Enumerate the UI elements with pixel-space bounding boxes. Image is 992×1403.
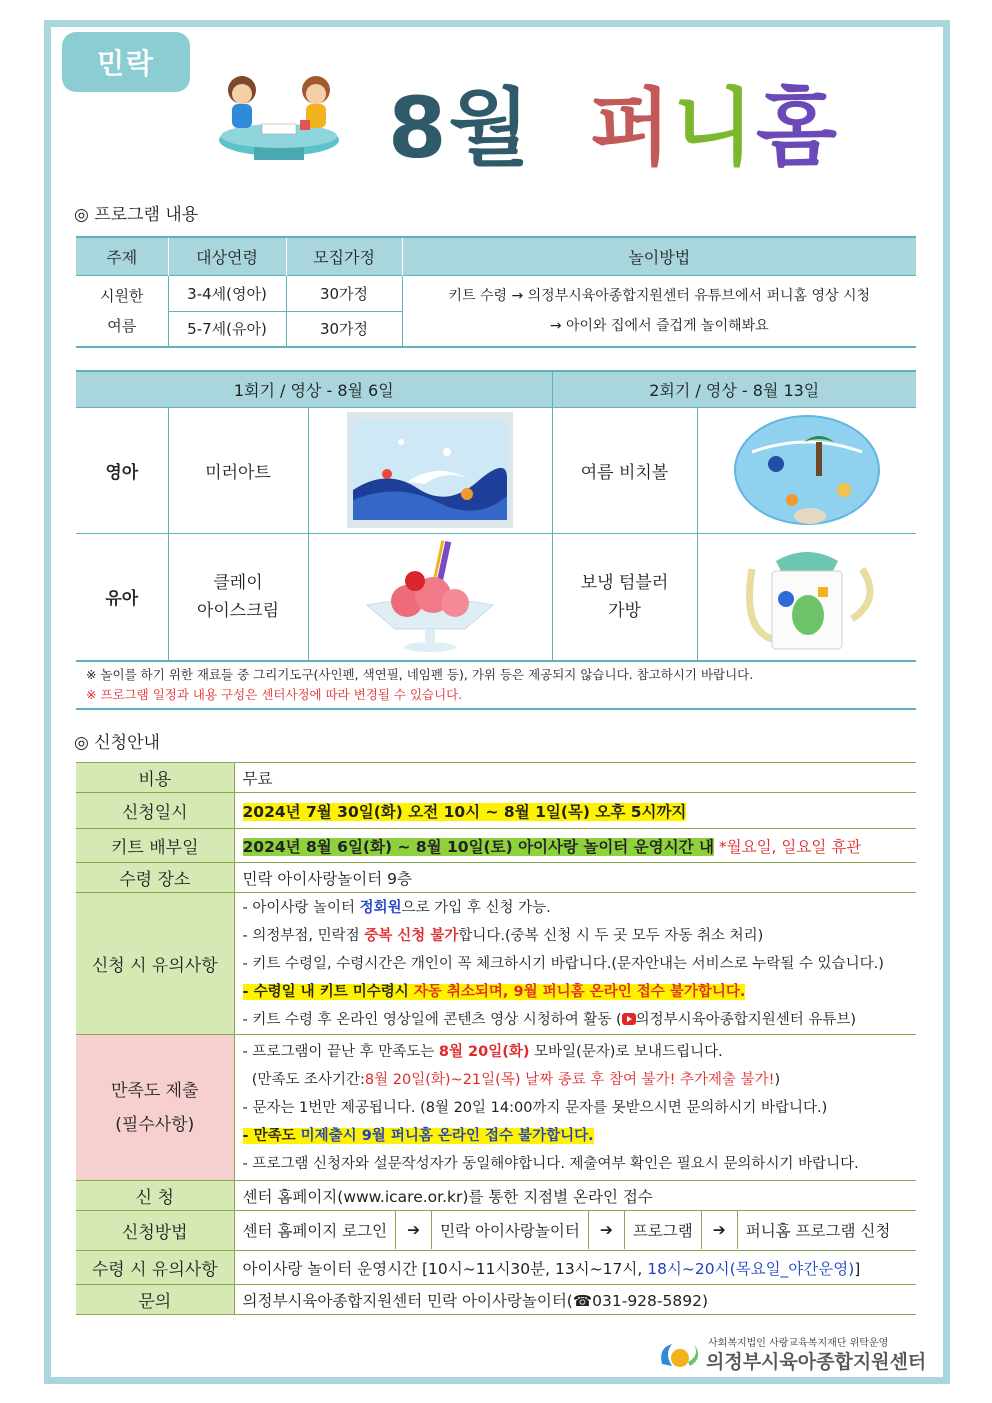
theme-cell bbox=[76, 275, 168, 347]
kit-label: 키트 배부일 bbox=[76, 829, 234, 863]
theme-line-1: 시원한 bbox=[100, 286, 144, 305]
date-value bbox=[234, 793, 916, 829]
step-1: 센터 홈페이지 로그인 bbox=[235, 1211, 397, 1249]
method-steps bbox=[234, 1211, 916, 1251]
logo-subtitle: 사회복지법인 사랑교육복지재단 위탁운영 bbox=[708, 1338, 889, 1349]
page-title bbox=[388, 66, 839, 176]
header-theme: 주제 bbox=[76, 237, 168, 275]
caution-label: 신청 시 유의사항 bbox=[76, 893, 234, 1035]
arrow-icon: ➔ bbox=[396, 1211, 432, 1249]
cost-value: 무료 bbox=[234, 763, 916, 793]
title-char-3: 홈 bbox=[755, 78, 840, 177]
cost-label: 비용 bbox=[76, 763, 234, 793]
caution-item-4: - 수령일 내 키트 미수령시 자동 취소되며, 9월 퍼니홈 온라인 접수 불가합니다. bbox=[242, 983, 746, 1000]
logo-mark-icon bbox=[656, 1334, 706, 1374]
caution-item-3: - 키트 수령일, 수령시간은 개인이 꼭 체크하시기 바랍니다.(문자안내는 서비스로 누락될 수 있습니다.) bbox=[242, 955, 884, 972]
mirror-art-image bbox=[308, 407, 552, 533]
contact-label: 문의 bbox=[76, 1285, 234, 1315]
receive-value: 아이사랑 놀이터 운영시간 [10시~11시30분, 13시~17시, 18시~20시(목요일_야간운영)] bbox=[234, 1251, 916, 1285]
tumbler-bag-image bbox=[697, 533, 916, 661]
step-4: 퍼니홈 프로그램 신청 bbox=[745, 1222, 891, 1240]
caution-list bbox=[234, 893, 916, 1035]
toddler-activity-2-line-1: 보냉 텀블러 bbox=[580, 572, 669, 593]
header-count: 모집가정 bbox=[286, 237, 402, 275]
survey-item-4: - 만족도 미제출시 9월 퍼니홈 온라인 접수 불가합니다. bbox=[242, 1127, 594, 1144]
notes bbox=[76, 662, 916, 710]
age-cell: 3-4세(영아) bbox=[168, 275, 286, 311]
center-logo bbox=[656, 1334, 927, 1374]
survey-list bbox=[234, 1035, 916, 1181]
title-month: 8월 bbox=[388, 78, 532, 177]
youtube-icon bbox=[622, 1013, 636, 1025]
header-method: 놀이방법 bbox=[402, 237, 916, 275]
session-2-header: 2회기 / 영상 - 8월 13일 bbox=[552, 371, 916, 407]
kit-value bbox=[234, 829, 916, 863]
note-2: ※ 프로그램 일정과 내용 구성은 센터사정에 따라 변경될 수 있습니다. bbox=[86, 687, 463, 702]
toddler-label: 유아 bbox=[76, 533, 168, 661]
program-heading: ◎ 프로그램 내용 bbox=[74, 205, 199, 225]
method-line-2: → 아이와 집에서 즐겁게 놀이해봐요 bbox=[549, 317, 769, 334]
session-table bbox=[76, 370, 916, 662]
apply-label: 신 청 bbox=[76, 1181, 234, 1211]
apply-value: 센터 홈페이지(www.icare.or.kr)를 통한 지점별 온라인 접수 bbox=[234, 1181, 916, 1211]
caution-item-1: - 아이사랑 놀이터 정회원으로 가입 후 신청 가능. bbox=[242, 899, 551, 916]
method-line-1: 키트 수령 → 의정부시육아종합지원센터 유튜브에서 퍼니홈 영상 시청 bbox=[448, 287, 871, 304]
program-table bbox=[76, 236, 916, 348]
receive-label: 수령 시 유의사항 bbox=[76, 1251, 234, 1285]
survey-label bbox=[76, 1035, 234, 1181]
survey-label-line-1: 만족도 제출 bbox=[110, 1080, 199, 1101]
caution-item-5: - 키트 수령 후 온라인 영상일에 콘텐츠 영상 시청하여 활동 ( 의정부시육아종합지원센터 유튜브) bbox=[242, 1011, 857, 1028]
caution-item-2: - 의정부점, 민락점 중복 신청 불가합니다.(중복 신청 시 두 곳 모두 자동 취소 처리) bbox=[242, 927, 764, 944]
toddler-activity-2 bbox=[552, 533, 697, 661]
date-label: 신청일시 bbox=[76, 793, 234, 829]
theme-line-2: 여름 bbox=[107, 316, 137, 335]
kit-note: *월요일, 일요일 휴관 bbox=[718, 837, 862, 856]
method-label: 신청방법 bbox=[76, 1211, 234, 1251]
logo-title: 의정부시육아종합지원센터 bbox=[706, 1351, 927, 1373]
title-char-2: 니 bbox=[672, 78, 756, 177]
age-cell: 5-7세(유아) bbox=[168, 311, 286, 347]
note-1: ※ 놀이를 하기 위한 재료들 중 그리기도구(사인펜, 색연필, 네임펜 등), 가위 등은 제공되지 않습니다. 참고하시기 바랍니다. bbox=[86, 667, 754, 682]
toddler-activity-1-line-2: 아이스크림 bbox=[196, 600, 280, 621]
survey-item-5: - 프로그램 신청자와 설문작성자가 동일해야합니다. 제출여부 확인은 필요시 문의하시기 바랍니다. bbox=[242, 1155, 859, 1172]
survey-item-1: - 프로그램이 끝난 후 만족도는 8월 20일(화) 모바일(문자)로 보내드립니다. bbox=[242, 1043, 723, 1060]
apply-table bbox=[76, 762, 916, 1315]
place-value: 민락 아이사랑놀이터 9층 bbox=[234, 863, 916, 893]
survey-label-line-2: (필수사항) bbox=[115, 1114, 195, 1135]
count-cell: 30가정 bbox=[286, 311, 402, 347]
kit-text: 2024년 8월 6일(화) ~ 8월 10일(토) 아이사랑 놀이터 운영시간 내 bbox=[242, 837, 714, 856]
place-label: 수령 장소 bbox=[76, 863, 234, 893]
date-text: 2024년 7월 30일(화) 오전 10시 ~ 8월 1일(목) 오후 5시까지 bbox=[242, 802, 687, 821]
header-age: 대상연령 bbox=[168, 237, 286, 275]
survey-item-2: (만족도 조사기간:8월 20일(화)~21일(목) 날짜 종료 후 참여 불가! 추가제출 불가!) bbox=[242, 1071, 781, 1088]
arrow-icon: ➔ bbox=[702, 1211, 738, 1249]
beach-ball-image bbox=[697, 407, 916, 533]
contact-value: 의정부시육아종합지원센터 민락 아이사랑놀이터(☎031-928-5892) bbox=[234, 1285, 916, 1315]
toddler-activity-1-line-1: 클레이 bbox=[213, 572, 263, 593]
survey-item-3: - 문자는 1번만 제공됩니다. (8월 20일 14:00까지 문자를 못받으시면 문의하시기 바랍니다.) bbox=[242, 1099, 828, 1116]
infant-activity-1: 미러아트 bbox=[168, 407, 308, 533]
branch-badge: 민락 bbox=[62, 32, 190, 92]
apply-heading: ◎ 신청안내 bbox=[74, 733, 160, 753]
step-3: 프로그램 bbox=[625, 1211, 702, 1249]
toddler-activity-1 bbox=[168, 533, 308, 661]
title-char-1: 퍼 bbox=[589, 78, 673, 177]
arrow-icon: ➔ bbox=[589, 1211, 625, 1249]
clay-icecream-image bbox=[308, 533, 552, 661]
infant-activity-2: 여름 비치볼 bbox=[552, 407, 697, 533]
kids-illustration bbox=[214, 68, 344, 163]
infant-label: 영아 bbox=[76, 407, 168, 533]
step-2: 민락 아이사랑놀이터 bbox=[432, 1211, 589, 1249]
method-cell bbox=[402, 275, 916, 347]
count-cell: 30가정 bbox=[286, 275, 402, 311]
session-1-header: 1회기 / 영상 - 8월 6일 bbox=[76, 371, 552, 407]
toddler-activity-2-line-2: 가방 bbox=[608, 600, 641, 621]
